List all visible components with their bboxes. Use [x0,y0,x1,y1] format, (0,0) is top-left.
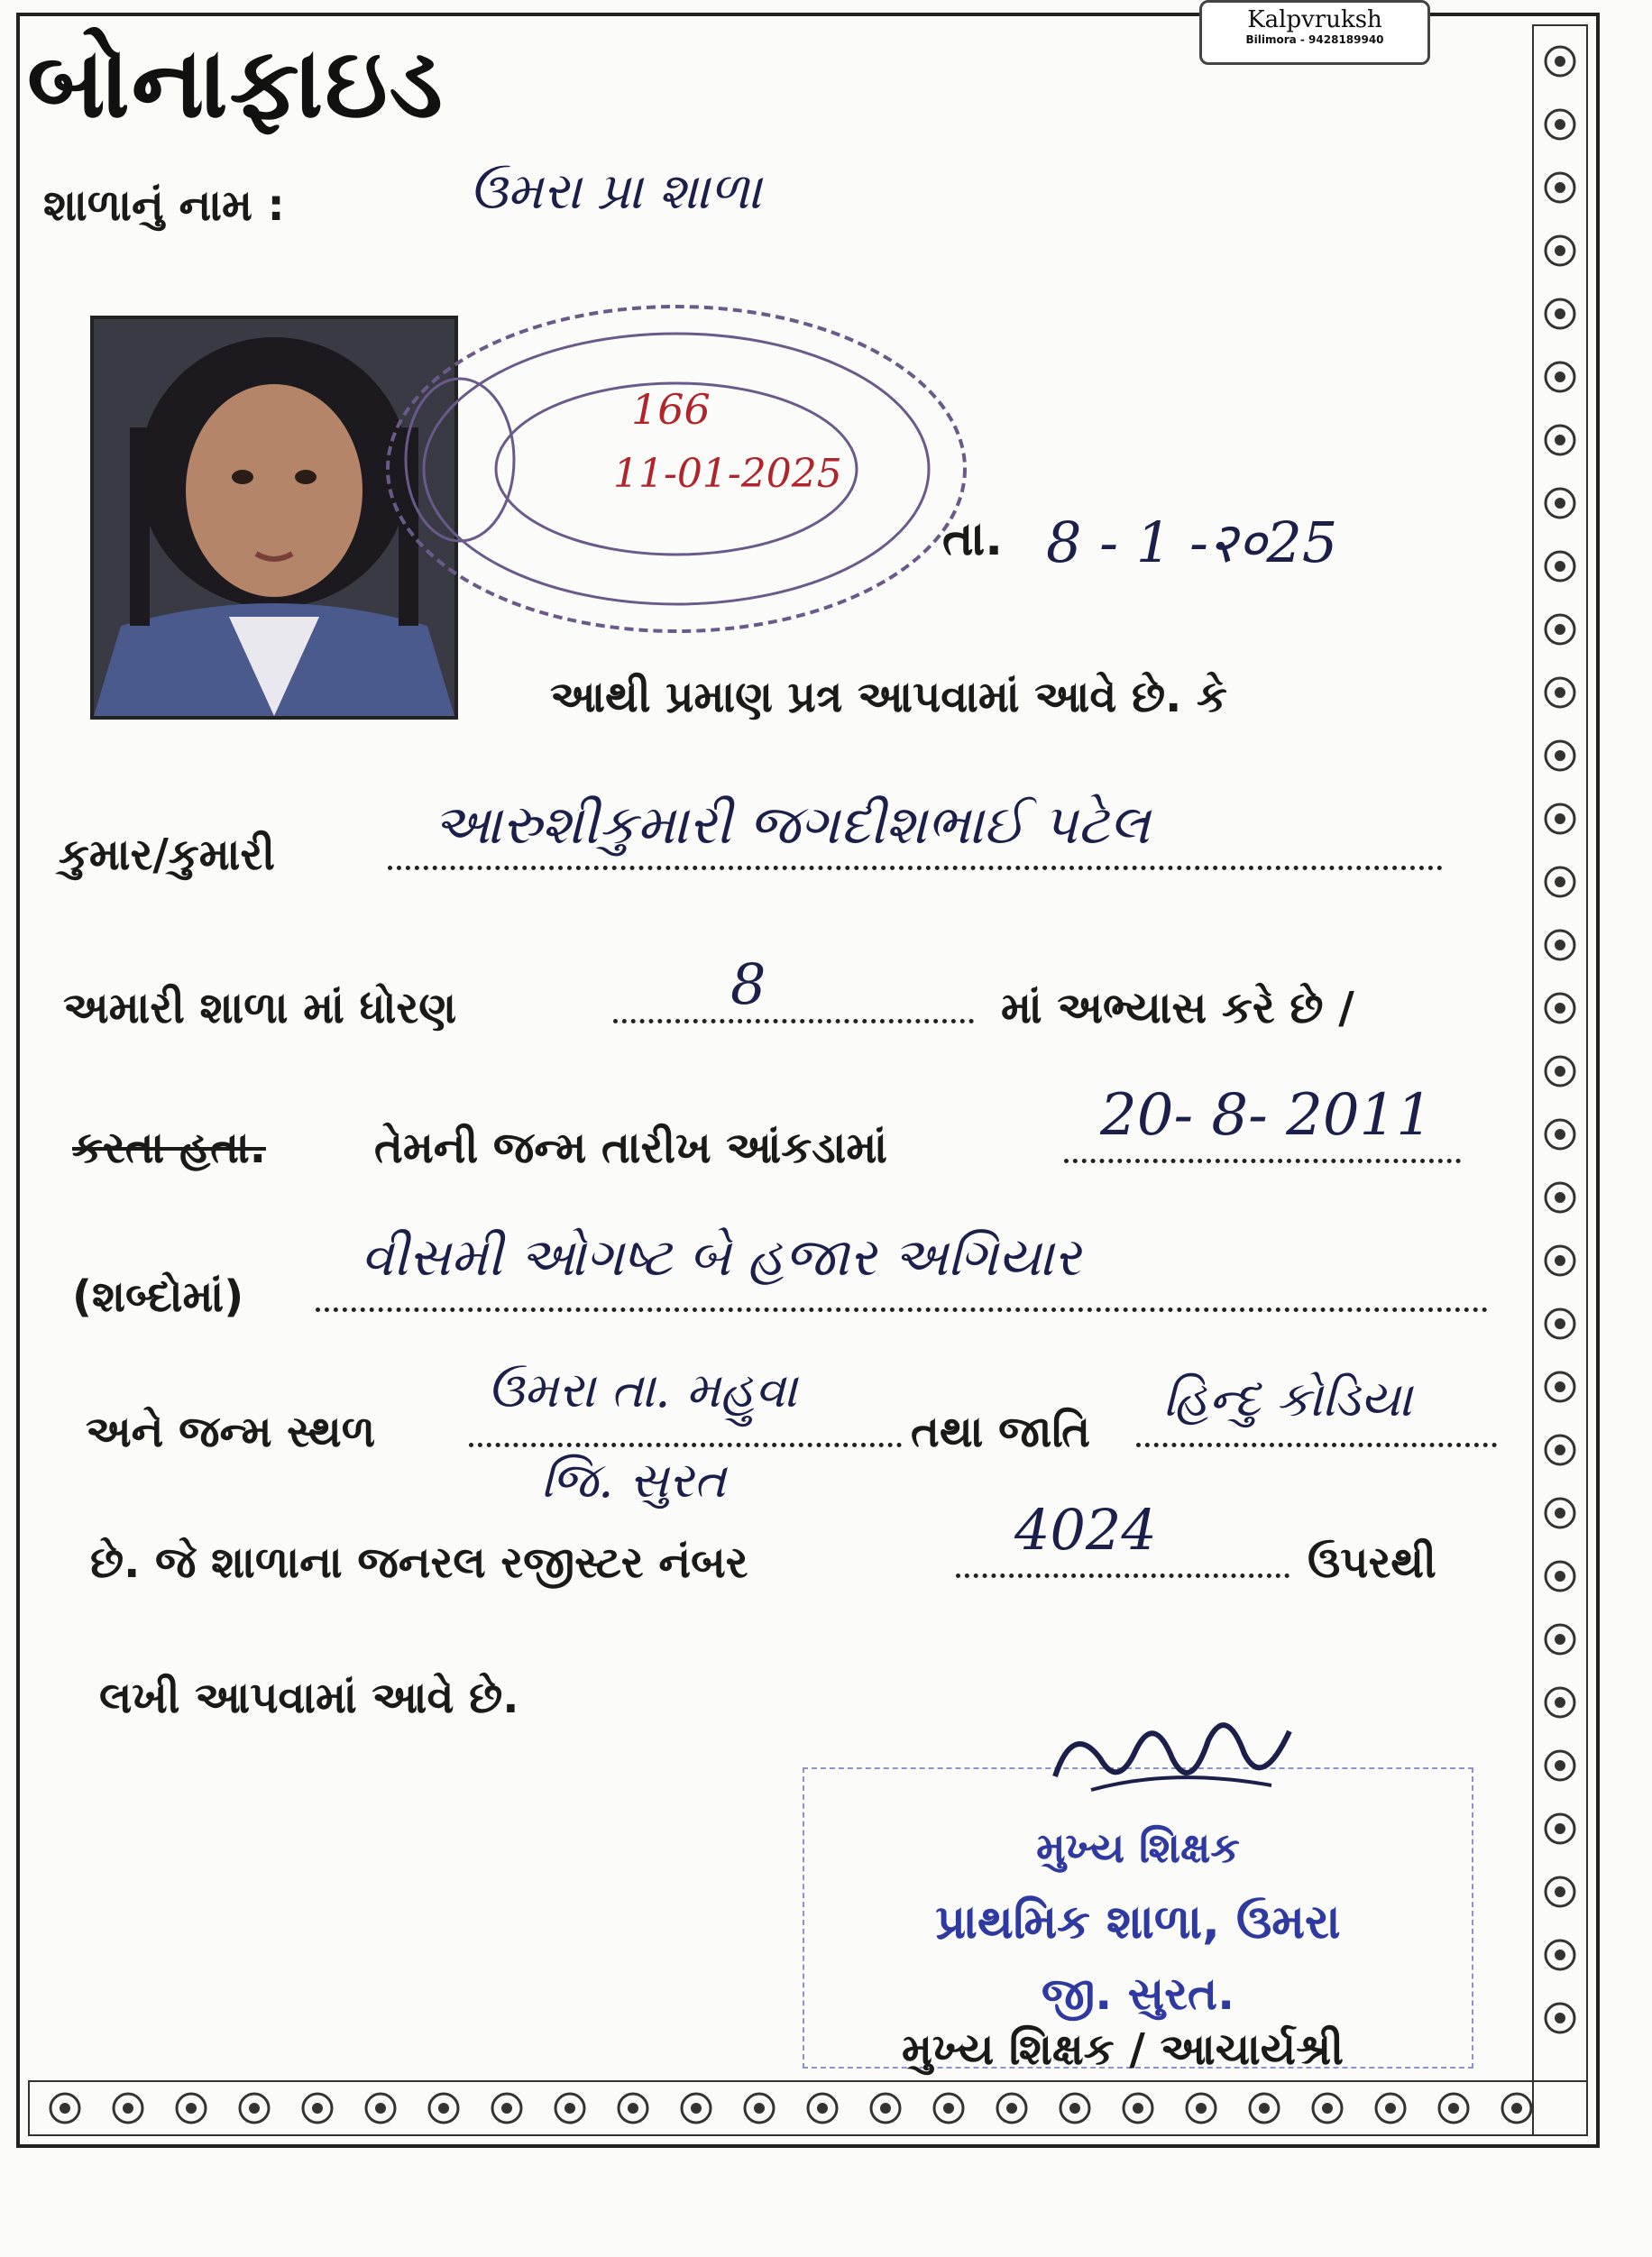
school-seal [379,280,1082,658]
brand-name: Kalpvruksh [1247,6,1382,33]
border-ornament-center [1555,119,1565,130]
standard-label: અમારી શાળા માં ધોરણ [63,983,457,1033]
dob-label: તેમની જન્મ તારીખ આંકડામાં [374,1123,887,1173]
date-prefix: તા. [942,512,1003,566]
register-label: છે. જે શાળાના જનરલ રજીસ્ટર નંબર [90,1537,748,1588]
border-ornament-center [943,2103,954,2114]
border-ornament-center [438,2103,449,2114]
border-ornament-center [1555,940,1565,950]
struck-prefix: કરતા હતા. [72,1123,266,1173]
border-ornament-center [1555,813,1565,824]
border-ornament-center [1555,182,1565,193]
border-ornament-center [1555,750,1565,761]
border-ornament-center [1555,876,1565,887]
stationery-brand-label [1199,0,1430,65]
border-ornament-center [1555,1318,1565,1329]
border-ornament-center [1555,1192,1565,1203]
seal-date: 11-01-2025 [613,451,842,497]
dob-value: 20- 8- 2011 [1100,1082,1433,1149]
border-ornament-center [312,2103,323,2114]
border-ornament-center [1555,1003,1565,1014]
name-label: કુમાર/કુમારી [59,830,275,880]
border-ornament-center [1555,308,1565,319]
border-ornament-center [1555,1823,1565,1834]
words-label: (શબ્દોમાં) [72,1271,244,1322]
border-ornament-center [1555,1381,1565,1392]
border-ornament-center [1069,2103,1080,2114]
border-ornament-center [1511,2103,1522,2114]
border-ornament-center [1006,2103,1017,2114]
caste-label: તથા જાતિ [911,1407,1091,1457]
border-ornament-center [249,2103,260,2114]
border-ornament-center [1133,2103,1143,2114]
border-ornament-center [1555,2013,1565,2023]
border-ornament-center [123,2103,133,2114]
border-ornament-center [880,2103,891,2114]
standard-value: 8 [730,951,766,1017]
school-name-label: શાળાનું નામ : [43,180,285,231]
words-dotted-line [316,1307,1488,1312]
border-ornament-center [1555,56,1565,67]
seal-number: 166 [631,385,711,434]
border-ornament-center [1555,624,1565,635]
school-name-value: ઉમરા પ્રા શાળા [469,162,762,221]
certificate-title: બોનાફાઇડ [27,27,445,140]
border-ornament-center [1448,2103,1459,2114]
stamp-line-1: મુખ્ય શિક્ષક [1036,1823,1240,1872]
birthplace-label: અને જન્મ સ્થળ [86,1407,376,1457]
border-ornament-center [375,2103,386,2114]
border-ornament-center [1555,1255,1565,1266]
border-ornament-center [1555,1571,1565,1582]
border-ornament-center [1555,1508,1565,1518]
stamp-line-3: જી. સુરત. [1041,1968,1235,2020]
register-dotted-line [956,1573,1289,1578]
border-ornament-center [1555,561,1565,572]
intro-line: આથી પ્રમાણ પ્રત્ર આપવામાં આવે છે. કે [550,672,1227,722]
register-suffix: ઉપરથી [1308,1537,1436,1588]
signatory-title: મુખ્ય શિક્ષક / આચાર્યશ્રી [902,2024,1344,2075]
handwritten-signature [1037,1704,1308,1816]
border-ornament-center [1555,687,1565,698]
border-ornament-center [1555,1760,1565,1771]
border-ornament-center [817,2103,828,2114]
border-ornament-center [691,2103,702,2114]
border-ornament-center [1196,2103,1207,2114]
dob-in-words: વીસમી ઓગષ્ટ બે હજાર અગિયાર [361,1226,1081,1288]
border-ornament-center [754,2103,765,2114]
border-ornament-center [1555,1634,1565,1645]
stamp-line-2: પ્રાથમિક શાળા, ઉમરા [935,1895,1341,1950]
border-ornament-center [1555,372,1565,382]
border-ornament-center [1555,1445,1565,1455]
name-dotted-line [388,866,1443,870]
border-ornament-center [1385,2103,1396,2114]
border-ornament-center [1555,435,1565,445]
dob-dotted-line [1064,1159,1461,1163]
border-ornament-center [1322,2103,1333,2114]
standard-suffix: માં અભ્યાસ કરે છે / [1001,983,1354,1033]
border-ornament-center [1555,1129,1565,1140]
border-ornament-center [501,2103,512,2114]
caste-value: હિન્દુ કોડિયા [1163,1371,1412,1427]
border-ornament-center [1259,2103,1270,2114]
birthplace-value: ઉમરા તા. મહુવા [487,1362,798,1418]
closing-line: લખી આપવામાં આવે છે. [99,1673,519,1723]
border-ornament-center [60,2103,70,2114]
border-ornament-center [1555,245,1565,256]
brand-contact: Bilimora - 9428189940 [1245,33,1384,46]
birthplace-dotted-line [469,1443,902,1447]
border-ornament-center [628,2103,638,2114]
caste-dotted-line [1136,1443,1497,1447]
border-ornament-center [1555,1697,1565,1708]
date-value: 8 - 1 -२०25 [1046,509,1338,575]
border-ornament-center [1555,1066,1565,1077]
border-ornament-center [1555,1886,1565,1897]
border-ornament-center [186,2103,197,2114]
standard-dotted-line [613,1019,974,1023]
student-name: આરુશીકુમારી જગદીશભાઈ પટેલ [433,794,1151,857]
border-ornament-center [1555,498,1565,509]
birthplace-district: જિ. સુરત [541,1452,727,1509]
border-ornament-center [1555,1950,1565,1960]
register-number: 4024 [1014,1497,1157,1563]
border-ornament-center [564,2103,575,2114]
